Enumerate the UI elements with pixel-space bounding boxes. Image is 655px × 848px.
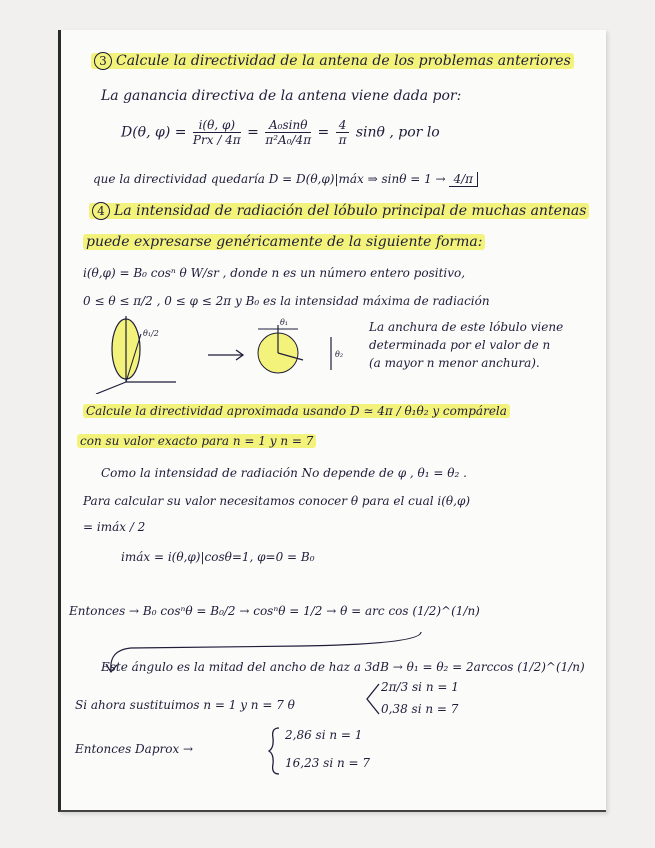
theta-value-n1: 2π/3 si n = 1 [381,680,459,694]
approx-label: Entonces Daprox → [75,742,194,756]
problem3-number: 3 [94,52,112,70]
fraction-intensity: $\frac{i(\theta, \varphi)}{\text{Prx / 4π}}$ [192,118,241,147]
problem4-limits: 0 ≤ θ ≤ π/2 , 0 ≤ φ ≤ 2π y B₀ es la intensidad máxima de radiación [83,294,490,308]
task-line-1: Calcule la directividad aproximada usando D ≃ 4π / θ₁θ₂ y compárela [83,404,510,418]
problem4-number: 4 [92,202,110,220]
solution-line-5: Entonces → B₀ cosⁿθ = B₀/2 → cosⁿθ = 1/2 → θ = arc cos (1/2)^(1/n) [69,604,480,618]
problem4-formula: i(θ,φ) = B₀ cosⁿ θ W/sr , donde n es un número entero positivo, [83,266,466,280]
problem4-statement-1: 4 La intensidad de radiación del lóbulo principal de muchas antenas [89,202,589,220]
arrow-right-icon [206,348,246,362]
fig-label-theta1: θ₁ [280,318,289,327]
solution-line-2: Para calcular su valor necesitamos conocer θ para el cual i(θ,φ) [83,494,471,508]
problem3-statement: 3 Calcule la directividad de la antena de los problemas anteriores [91,52,574,70]
lobe-figure [81,314,181,394]
fig-label-half-angle: θ₁/2 [143,329,159,338]
note-line-3: (a mayor n menor anchura). [369,356,540,370]
notebook-page [58,30,606,812]
approx-value-n7: 16,23 si n = 7 [285,756,371,770]
solution-line-6: Este ángulo es la mitad del ancho de haz a 3dB → θ₁ = θ₂ = 2arccos (1/2)^(1/n) [101,660,585,674]
fraction-area: $\frac{\text{A₀sinθ}}{\text{π²A₀/4π}}$ [265,118,312,147]
curly-brace-icon [267,726,281,776]
task-line-2: con su valor exacto para n = 1 y n = 7 [77,434,316,448]
beam-cross-section-figure [253,315,363,385]
note-line-1: La anchura de este lóbulo viene [369,320,564,334]
problem3-intro: La ganancia directiva de la antena viene dada por: [101,88,462,104]
solution-line-7: Si ahora sustituimos n = 1 y n = 7 θ [75,698,295,712]
directivity-equation: D(θ, φ) = $\frac{i(\theta, \varphi)}{\text{Prx / 4π}}$ = $\frac{\text{A₀sinθ}}{\text{π²A₀/4π}}$ = $\frac{4}{\pi}$ sinθ , por lo [121,118,440,147]
solution-line-4: imáx = i(θ,φ)|cosθ=1, φ=0 = B₀ [121,550,315,564]
fraction-result: $\frac{4}{\pi}$ [336,118,350,147]
problem4-statement-2: puede expresarse genéricamente de la siguiente forma: [83,234,485,250]
solution-line-3: = imáx / 2 [83,520,146,534]
fig-label-theta2: θ₂ [335,350,344,359]
brace-icon [363,682,381,716]
approx-value-n1: 2,86 si n = 1 [285,728,363,742]
solution-line-1: Como la intensidad de radiación No depende de φ , θ₁ = θ₂ . [101,466,467,480]
note-line-2: determinada por el valor de n [369,338,551,352]
theta-value-n7: 0,38 si n = 7 [381,702,459,716]
boxed-result: 4/π [449,172,478,187]
problem3-conclusion: que la directividad quedaría D = D(θ,φ)|máx ⇒ sinθ = 1 → 4/π [93,172,478,187]
